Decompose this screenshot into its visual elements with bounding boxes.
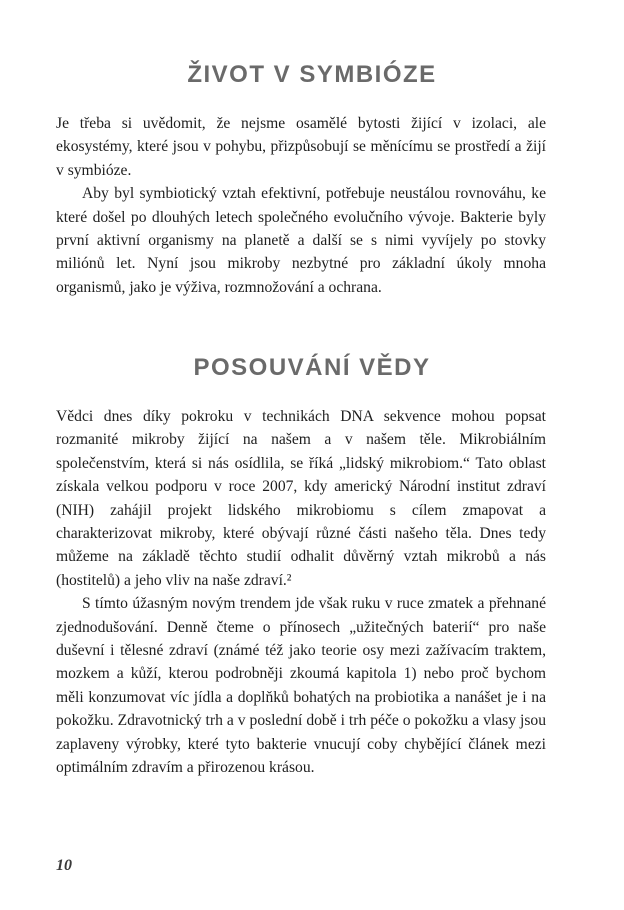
paragraph: Vědci dnes díky pokroku v technikách DNA sekvence mohou popsat rozmanité mikroby žijící na našem a v našem těle. Mikrobiálním společenstvím, která si nás osídlila, se říká „lidský mikrobiom.“ Tato oblast získala velkou podporu v roce 2007, kdy americký Národní institut zdraví (NIH) zahájil projekt lidského mikrobiomu s cílem zmapovat a charakterizovat mikroby, které obývají různé části našeho těla. Dnes tedy můžeme na základě těchto studií odhalit důvěrný vztah mikrobů a nás (hostitelů) a jeho vliv na naše zdraví.² bbox=[56, 408, 546, 589]
paragraph: Je třeba si uvědomit, že nejsme osamělé bytosti žijící v izolaci, ale ekosystémy, které jsou v pohybu, přizpůsobují se měnícímu se prostředí a žijí v symbióze. bbox=[56, 115, 546, 179]
section-heading-posouvani-vedy: POSOUVÁNÍ VĚDY bbox=[193, 354, 431, 381]
section-body-symbioza bbox=[56, 112, 546, 299]
page-number: 10 bbox=[56, 857, 72, 874]
paragraph: S tímto úžasným novým trendem jde však ruku v ruce zmatek a přehnané zjednodušování. Denně čteme o přínosech „užitečných baterií“ pro naše duševní i tělesné zdraví (známé též jako teorie osy mezi zažívacím traktem, mozkem a kůží, kterou podrobněji zkoumá kapitola 1) nebo proč bychom měli konzumovat víc jídla a doplňků bohatých na probiotika a nanášet je i na pokožku. Zdravotnický trh a v poslední době i trh péče o pokožku a vlasy jsou zaplaveny výrobky, které tyto bakterie vnucují coby chybějící článek mezi optimálním zdravím a přirozenou krásou. bbox=[56, 595, 546, 777]
section-heading-symbioza: ŽIVOT V SYMBIÓZE bbox=[187, 61, 437, 88]
section-body-posouvani-vedy bbox=[56, 405, 546, 780]
paragraph: Aby byl symbiotický vztah efektivní, potřebuje neustálou rovnováhu, ke které došel po dlouhých letech společného evolučního vývoje. Bakterie byly první aktivní organismy na planetě a další se s nimi vyvíjely po stovky miliónů let. Nyní jsou mikroby nezbytné pro základní úkoly mnoha organismů, jako je výživa, rozmnožování a ochrana. bbox=[56, 185, 546, 296]
